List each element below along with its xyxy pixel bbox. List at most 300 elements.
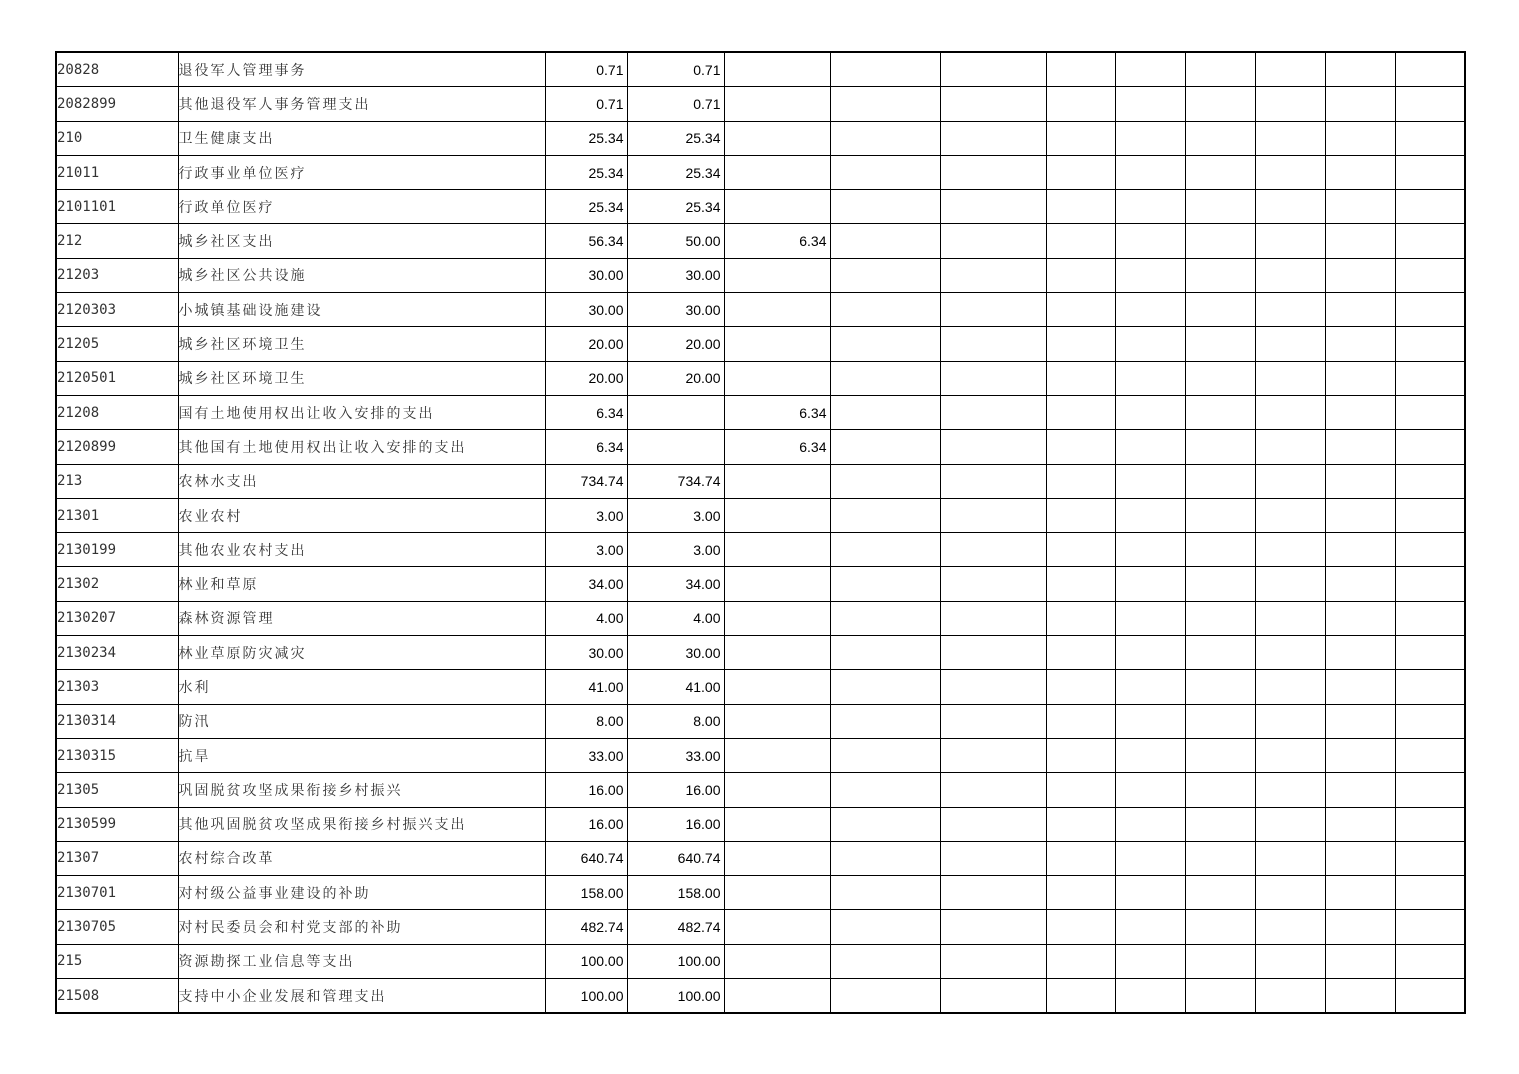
empty-cell: [1115, 910, 1185, 944]
fund-budget-cell: [724, 464, 830, 498]
empty-cell: [940, 910, 1046, 944]
empty-cell: [1115, 327, 1185, 361]
subject-code-cell: 21203: [56, 258, 178, 292]
empty-cell: [1046, 704, 1115, 738]
subject-code-cell: 21508: [56, 979, 178, 1014]
table-row: [56, 52, 1465, 87]
total-amount-cell: 4.00: [545, 601, 627, 635]
empty-cell: [1395, 361, 1465, 395]
table-row: [56, 361, 1465, 395]
empty-cell: [1255, 498, 1325, 532]
empty-cell: [1185, 773, 1255, 807]
general-budget-cell: 0.71: [627, 52, 724, 87]
empty-cell: [830, 910, 940, 944]
empty-cell: [1325, 979, 1395, 1014]
empty-cell: [940, 293, 1046, 327]
total-amount-cell: 41.00: [545, 670, 627, 704]
empty-cell: [1115, 121, 1185, 155]
empty-cell: [940, 464, 1046, 498]
empty-cell: [1325, 773, 1395, 807]
empty-cell: [830, 121, 940, 155]
table-row: [56, 293, 1465, 327]
empty-cell: [1046, 327, 1115, 361]
table-row: [56, 155, 1465, 189]
general-budget-cell: 20.00: [627, 361, 724, 395]
total-amount-cell: 56.34: [545, 224, 627, 258]
table-row: [56, 601, 1465, 635]
empty-cell: [1185, 636, 1255, 670]
empty-cell: [830, 704, 940, 738]
empty-cell: [1255, 773, 1325, 807]
subject-code-cell: 21301: [56, 498, 178, 532]
subject-name-cell: 其他农业农村支出: [178, 533, 545, 567]
empty-cell: [1115, 773, 1185, 807]
total-amount-cell: 158.00: [545, 876, 627, 910]
empty-cell: [940, 87, 1046, 121]
fund-budget-cell: [724, 533, 830, 567]
general-budget-cell: 482.74: [627, 910, 724, 944]
fund-budget-cell: [724, 498, 830, 532]
subject-name-cell: 农林水支出: [178, 464, 545, 498]
fund-budget-cell: [724, 121, 830, 155]
empty-cell: [1046, 944, 1115, 978]
total-amount-cell: 33.00: [545, 738, 627, 772]
total-amount-cell: 0.71: [545, 87, 627, 121]
empty-cell: [1046, 87, 1115, 121]
empty-cell: [1395, 52, 1465, 87]
subject-code-cell: 2130207: [56, 601, 178, 635]
empty-cell: [940, 841, 1046, 875]
general-budget-cell: 16.00: [627, 773, 724, 807]
total-amount-cell: 30.00: [545, 293, 627, 327]
subject-name-cell: 资源勘探工业信息等支出: [178, 944, 545, 978]
empty-cell: [1185, 533, 1255, 567]
empty-cell: [1115, 944, 1185, 978]
empty-cell: [830, 601, 940, 635]
empty-cell: [830, 738, 940, 772]
table-row: [56, 498, 1465, 532]
empty-cell: [830, 807, 940, 841]
subject-name-cell: 行政单位医疗: [178, 190, 545, 224]
subject-name-cell: 行政事业单位医疗: [178, 155, 545, 189]
empty-cell: [1046, 807, 1115, 841]
empty-cell: [830, 841, 940, 875]
empty-cell: [1115, 636, 1185, 670]
empty-cell: [830, 155, 940, 189]
subject-code-cell: 2130314: [56, 704, 178, 738]
empty-cell: [1325, 636, 1395, 670]
empty-cell: [1395, 773, 1465, 807]
empty-cell: [1395, 738, 1465, 772]
empty-cell: [940, 498, 1046, 532]
empty-cell: [1185, 841, 1255, 875]
empty-cell: [1325, 155, 1395, 189]
empty-cell: [1185, 704, 1255, 738]
empty-cell: [830, 533, 940, 567]
empty-cell: [1115, 533, 1185, 567]
empty-cell: [1115, 155, 1185, 189]
empty-cell: [1115, 190, 1185, 224]
empty-cell: [1255, 670, 1325, 704]
table-row: [56, 258, 1465, 292]
fund-budget-cell: [724, 704, 830, 738]
subject-code-cell: 213: [56, 464, 178, 498]
fund-budget-cell: [724, 567, 830, 601]
empty-cell: [1046, 464, 1115, 498]
empty-cell: [1395, 293, 1465, 327]
subject-code-cell: 2120899: [56, 430, 178, 464]
fund-budget-cell: [724, 52, 830, 87]
empty-cell: [1255, 155, 1325, 189]
fund-budget-cell: 6.34: [724, 395, 830, 429]
empty-cell: [1255, 258, 1325, 292]
subject-code-cell: 215: [56, 944, 178, 978]
empty-cell: [1115, 876, 1185, 910]
empty-cell: [1046, 190, 1115, 224]
empty-cell: [1325, 293, 1395, 327]
fund-budget-cell: [724, 773, 830, 807]
general-budget-cell: 734.74: [627, 464, 724, 498]
general-budget-cell: 0.71: [627, 87, 724, 121]
empty-cell: [1325, 395, 1395, 429]
empty-cell: [940, 190, 1046, 224]
empty-cell: [1115, 601, 1185, 635]
empty-cell: [1115, 52, 1185, 87]
fund-budget-cell: [724, 738, 830, 772]
fund-budget-cell: [724, 327, 830, 361]
general-budget-cell: 158.00: [627, 876, 724, 910]
empty-cell: [1395, 327, 1465, 361]
empty-cell: [830, 498, 940, 532]
empty-cell: [1046, 121, 1115, 155]
empty-cell: [1185, 87, 1255, 121]
empty-cell: [1255, 841, 1325, 875]
subject-code-cell: 21307: [56, 841, 178, 875]
empty-cell: [1325, 910, 1395, 944]
table-row: [56, 533, 1465, 567]
general-budget-cell: 4.00: [627, 601, 724, 635]
empty-cell: [1046, 430, 1115, 464]
total-amount-cell: 3.00: [545, 533, 627, 567]
fund-budget-cell: [724, 155, 830, 189]
subject-name-cell: 支持中小企业发展和管理支出: [178, 979, 545, 1014]
empty-cell: [940, 704, 1046, 738]
total-amount-cell: 20.00: [545, 327, 627, 361]
subject-name-cell: 其他国有土地使用权出让收入安排的支出: [178, 430, 545, 464]
total-amount-cell: 25.34: [545, 155, 627, 189]
subject-code-cell: 2120303: [56, 293, 178, 327]
empty-cell: [830, 190, 940, 224]
empty-cell: [1255, 910, 1325, 944]
empty-cell: [1046, 773, 1115, 807]
empty-cell: [1115, 258, 1185, 292]
general-budget-cell: 34.00: [627, 567, 724, 601]
empty-cell: [830, 636, 940, 670]
empty-cell: [940, 601, 1046, 635]
subject-code-cell: 21305: [56, 773, 178, 807]
subject-code-cell: 21208: [56, 395, 178, 429]
empty-cell: [1046, 293, 1115, 327]
empty-cell: [1185, 567, 1255, 601]
subject-code-cell: 21302: [56, 567, 178, 601]
empty-cell: [1255, 979, 1325, 1014]
general-budget-cell: 25.34: [627, 121, 724, 155]
empty-cell: [1185, 876, 1255, 910]
empty-cell: [1255, 52, 1325, 87]
empty-cell: [830, 670, 940, 704]
general-budget-cell: 30.00: [627, 258, 724, 292]
empty-cell: [1115, 841, 1185, 875]
total-amount-cell: 640.74: [545, 841, 627, 875]
empty-cell: [1395, 979, 1465, 1014]
subject-code-cell: 210: [56, 121, 178, 155]
subject-name-cell: 国有土地使用权出让收入安排的支出: [178, 395, 545, 429]
general-budget-cell: 100.00: [627, 944, 724, 978]
empty-cell: [1255, 944, 1325, 978]
empty-cell: [1046, 533, 1115, 567]
budget-table: [55, 51, 1466, 1014]
fund-budget-cell: 6.34: [724, 224, 830, 258]
total-amount-cell: 34.00: [545, 567, 627, 601]
subject-name-cell: 对村民委员会和村党支部的补助: [178, 910, 545, 944]
empty-cell: [1325, 841, 1395, 875]
empty-cell: [1325, 498, 1395, 532]
empty-cell: [940, 52, 1046, 87]
subject-name-cell: 巩固脱贫攻坚成果衔接乡村振兴: [178, 773, 545, 807]
empty-cell: [1185, 121, 1255, 155]
empty-cell: [1255, 395, 1325, 429]
subject-name-cell: 防汛: [178, 704, 545, 738]
subject-name-cell: 水利: [178, 670, 545, 704]
general-budget-cell: 30.00: [627, 293, 724, 327]
empty-cell: [1255, 601, 1325, 635]
empty-cell: [1395, 190, 1465, 224]
empty-cell: [940, 567, 1046, 601]
empty-cell: [1255, 704, 1325, 738]
table-row: [56, 944, 1465, 978]
empty-cell: [830, 979, 940, 1014]
fund-budget-cell: [724, 910, 830, 944]
total-amount-cell: 0.71: [545, 52, 627, 87]
empty-cell: [1046, 601, 1115, 635]
table-row: [56, 876, 1465, 910]
empty-cell: [1395, 155, 1465, 189]
empty-cell: [1325, 601, 1395, 635]
empty-cell: [1325, 944, 1395, 978]
total-amount-cell: 30.00: [545, 258, 627, 292]
empty-cell: [1115, 979, 1185, 1014]
empty-cell: [1325, 464, 1395, 498]
table-row: [56, 773, 1465, 807]
subject-name-cell: 城乡社区环境卫生: [178, 327, 545, 361]
empty-cell: [1046, 738, 1115, 772]
empty-cell: [1325, 430, 1395, 464]
general-budget-cell: 25.34: [627, 155, 724, 189]
fund-budget-cell: [724, 670, 830, 704]
empty-cell: [1255, 738, 1325, 772]
empty-cell: [830, 258, 940, 292]
empty-cell: [940, 430, 1046, 464]
table-row: [56, 670, 1465, 704]
subject-code-cell: 21011: [56, 155, 178, 189]
subject-name-cell: 对村级公益事业建设的补助: [178, 876, 545, 910]
empty-cell: [1395, 395, 1465, 429]
empty-cell: [1185, 430, 1255, 464]
fund-budget-cell: 6.34: [724, 430, 830, 464]
fund-budget-cell: [724, 636, 830, 670]
empty-cell: [1185, 601, 1255, 635]
empty-cell: [1395, 670, 1465, 704]
empty-cell: [940, 876, 1046, 910]
subject-code-cell: 2130705: [56, 910, 178, 944]
fund-budget-cell: [724, 87, 830, 121]
empty-cell: [1325, 190, 1395, 224]
empty-cell: [1046, 636, 1115, 670]
empty-cell: [940, 670, 1046, 704]
empty-cell: [1046, 52, 1115, 87]
empty-cell: [1395, 258, 1465, 292]
empty-cell: [1395, 841, 1465, 875]
empty-cell: [1046, 567, 1115, 601]
empty-cell: [1185, 807, 1255, 841]
subject-name-cell: 农村综合改革: [178, 841, 545, 875]
empty-cell: [1185, 190, 1255, 224]
subject-code-cell: 2130599: [56, 807, 178, 841]
empty-cell: [1395, 224, 1465, 258]
empty-cell: [830, 327, 940, 361]
general-budget-cell: 640.74: [627, 841, 724, 875]
empty-cell: [1046, 670, 1115, 704]
total-amount-cell: 20.00: [545, 361, 627, 395]
empty-cell: [1255, 430, 1325, 464]
subject-name-cell: 小城镇基础设施建设: [178, 293, 545, 327]
subject-code-cell: 2130234: [56, 636, 178, 670]
total-amount-cell: 734.74: [545, 464, 627, 498]
empty-cell: [1395, 430, 1465, 464]
subject-code-cell: 20828: [56, 52, 178, 87]
empty-cell: [1185, 464, 1255, 498]
fund-budget-cell: [724, 258, 830, 292]
empty-cell: [1185, 258, 1255, 292]
empty-cell: [940, 327, 1046, 361]
empty-cell: [940, 738, 1046, 772]
empty-cell: [1255, 327, 1325, 361]
fund-budget-cell: [724, 361, 830, 395]
empty-cell: [1185, 155, 1255, 189]
general-budget-cell: 25.34: [627, 190, 724, 224]
empty-cell: [1325, 121, 1395, 155]
total-amount-cell: 16.00: [545, 807, 627, 841]
empty-cell: [1185, 738, 1255, 772]
empty-cell: [1255, 121, 1325, 155]
empty-cell: [1255, 224, 1325, 258]
subject-code-cell: 212: [56, 224, 178, 258]
empty-cell: [1395, 464, 1465, 498]
empty-cell: [1115, 498, 1185, 532]
general-budget-cell: [627, 395, 724, 429]
general-budget-cell: [627, 430, 724, 464]
subject-name-cell: 林业和草原: [178, 567, 545, 601]
table-row: [56, 841, 1465, 875]
general-budget-cell: 3.00: [627, 498, 724, 532]
empty-cell: [830, 464, 940, 498]
empty-cell: [1185, 224, 1255, 258]
table-row: [56, 87, 1465, 121]
empty-cell: [940, 944, 1046, 978]
table-row: [56, 327, 1465, 361]
empty-cell: [1255, 293, 1325, 327]
empty-cell: [1046, 224, 1115, 258]
empty-cell: [1185, 395, 1255, 429]
table-body: [56, 52, 1465, 1013]
empty-cell: [1185, 52, 1255, 87]
empty-cell: [940, 979, 1046, 1014]
table-row: [56, 224, 1465, 258]
fund-budget-cell: [724, 944, 830, 978]
subject-name-cell: 城乡社区环境卫生: [178, 361, 545, 395]
empty-cell: [1325, 533, 1395, 567]
empty-cell: [1115, 293, 1185, 327]
empty-cell: [1395, 498, 1465, 532]
empty-cell: [1255, 567, 1325, 601]
empty-cell: [940, 533, 1046, 567]
subject-name-cell: 其他巩固脱贫攻坚成果衔接乡村振兴支出: [178, 807, 545, 841]
subject-code-cell: 2101101: [56, 190, 178, 224]
total-amount-cell: 3.00: [545, 498, 627, 532]
empty-cell: [1325, 567, 1395, 601]
empty-cell: [1255, 533, 1325, 567]
table-row: [56, 910, 1465, 944]
general-budget-cell: 50.00: [627, 224, 724, 258]
empty-cell: [1395, 121, 1465, 155]
empty-cell: [1185, 498, 1255, 532]
empty-cell: [830, 361, 940, 395]
fund-budget-cell: [724, 979, 830, 1014]
empty-cell: [1395, 567, 1465, 601]
table-row: [56, 704, 1465, 738]
general-budget-cell: 30.00: [627, 636, 724, 670]
empty-cell: [1046, 498, 1115, 532]
fund-budget-cell: [724, 841, 830, 875]
empty-cell: [1325, 258, 1395, 292]
empty-cell: [1325, 327, 1395, 361]
empty-cell: [1395, 807, 1465, 841]
empty-cell: [1046, 155, 1115, 189]
empty-cell: [1395, 87, 1465, 121]
empty-cell: [1115, 430, 1185, 464]
empty-cell: [1325, 224, 1395, 258]
empty-cell: [940, 773, 1046, 807]
empty-cell: [1046, 361, 1115, 395]
empty-cell: [830, 567, 940, 601]
empty-cell: [1115, 87, 1185, 121]
empty-cell: [940, 155, 1046, 189]
total-amount-cell: 25.34: [545, 121, 627, 155]
empty-cell: [830, 944, 940, 978]
total-amount-cell: 30.00: [545, 636, 627, 670]
subject-name-cell: 农业农村: [178, 498, 545, 532]
subject-code-cell: 2130701: [56, 876, 178, 910]
empty-cell: [1395, 533, 1465, 567]
empty-cell: [940, 395, 1046, 429]
empty-cell: [940, 121, 1046, 155]
subject-code-cell: 21303: [56, 670, 178, 704]
empty-cell: [1185, 910, 1255, 944]
subject-name-cell: 卫生健康支出: [178, 121, 545, 155]
empty-cell: [1115, 361, 1185, 395]
fund-budget-cell: [724, 876, 830, 910]
total-amount-cell: 8.00: [545, 704, 627, 738]
